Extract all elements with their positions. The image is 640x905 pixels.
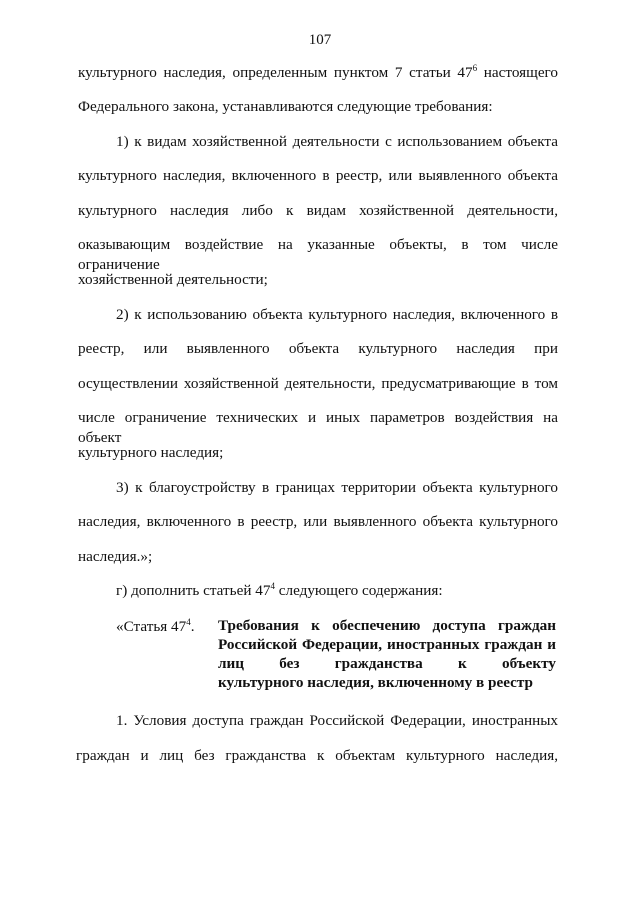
article-title: [218, 616, 556, 692]
article-label: «Статья $47^4$.: [116, 617, 195, 635]
article-title-line-4: культурного наследия, включенному в реестр: [218, 674, 533, 691]
article-title-line-1: Требования к обеспечению доступа граждан: [218, 617, 556, 634]
text-line-7: хозяйственной деятельности;: [78, 271, 268, 288]
article-title-line-3: лиц без гражданства к объекту: [218, 655, 556, 672]
article-title-line-2: Российской Федерации, иностранных граждан и: [218, 636, 556, 653]
text-line-3: 1) к видам хозяйственной деятельности с использованием объекта: [116, 133, 558, 150]
text-line-4: культурного наследия, включенного в реестр, или выявленного объекта: [78, 167, 558, 184]
text-line-9: реестр, или выявленного объекта культурного наследия при: [78, 340, 558, 357]
text-line-10: осуществлении хозяйственной деятельности, предусматривающие в том: [78, 375, 558, 392]
text-line-14: наследия, включенного в реестр, или выявленного объекта культурного: [78, 513, 558, 530]
text-line-6: оказывающим воздействие на указанные объекты, в том числе ограничение: [78, 236, 558, 273]
text-line-11: числе ограничение технических и иных параметров воздействия на объект: [78, 409, 558, 446]
text-line-13: 3) к благоустройству в границах территории объекта культурного: [116, 479, 558, 496]
text-line-18: граждан и лиц без гражданства к объектам культурного наследия,: [76, 747, 558, 764]
text-line-15: наследия.»;: [78, 548, 153, 565]
text-line-16: г) дополнить статьей $47^4$ следующего содержания:: [116, 581, 443, 599]
text-line-5: культурного наследия либо к видам хозяйственной деятельности,: [78, 202, 558, 219]
text-line-12: культурного наследия;: [78, 444, 224, 461]
text-line-2: Федерального закона, устанавливаются следующие требования:: [78, 98, 493, 115]
page-number: 107: [308, 32, 332, 48]
text-line-17: 1. Условия доступа граждан Российской Федерации, иностранных: [116, 712, 558, 729]
text-line-8: 2) к использованию объекта культурного наследия, включенного в: [116, 306, 558, 323]
text-line-1: культурного наследия, определенным пунктом 7 статьи $47^6$ настоящего: [78, 63, 559, 81]
